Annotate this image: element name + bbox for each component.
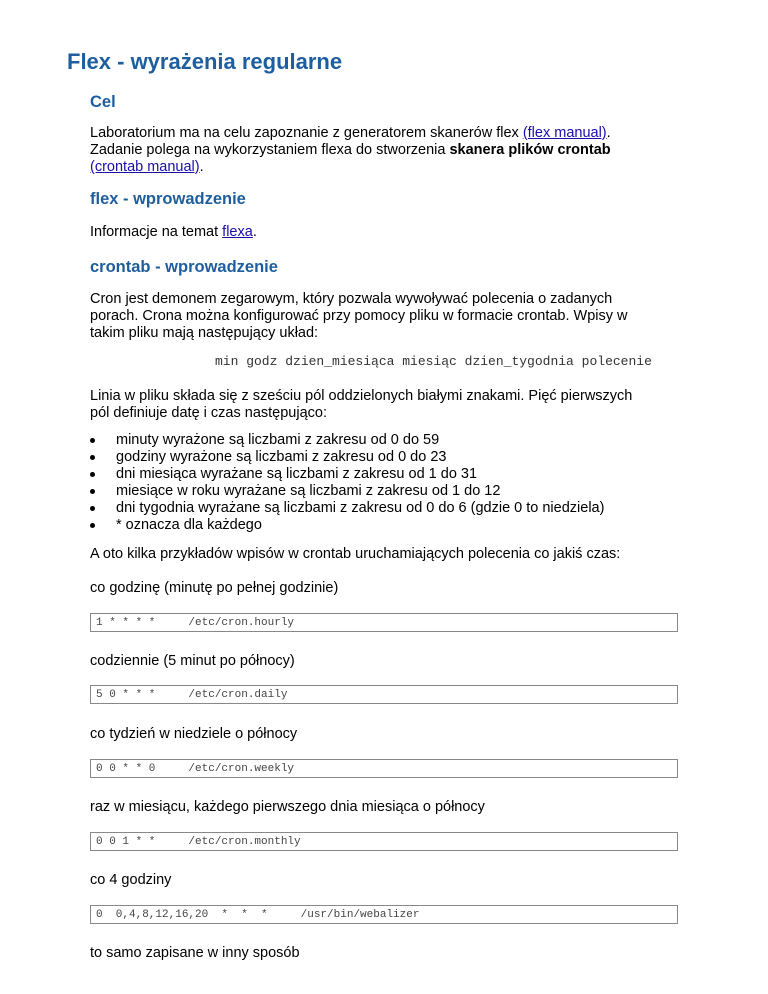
code-block-daily: 5 0 * * * /etc/cron.daily bbox=[90, 685, 678, 704]
code-block-monthly: 0 0 1 * * /etc/cron.monthly bbox=[90, 832, 678, 851]
cel-line-1: Laboratorium ma na celu zapoznanie z generatorem skanerów flex (flex manual). bbox=[90, 125, 611, 141]
fields-description: Linia w pliku składa się z sześciu pól oddzielonych białymi znakami. Pięć pierwszych pól definiuje datę i czas następująco: bbox=[90, 388, 633, 421]
flex-manual-link[interactable]: (flex manual) bbox=[522, 125, 607, 141]
code-block-every-4h: 0 0,4,8,12,16,20 * * * /usr/bin/webalizer bbox=[90, 905, 678, 924]
section-heading-crontab: crontab - wprowadzenie bbox=[90, 258, 278, 276]
list-item: minuty wyrażone są liczbami z zakresu od 0 do 59 bbox=[90, 432, 710, 449]
section-heading-cel: Cel bbox=[90, 93, 116, 111]
example-label-hourly: co godzinę (minutę po pełnej godzinie) bbox=[90, 580, 339, 596]
cel-paragraph bbox=[90, 125, 690, 176]
page-title: Flex - wyrażenia regularne bbox=[67, 49, 343, 74]
crontab-manual-link[interactable]: (crontab manual) bbox=[90, 159, 200, 175]
code-block-weekly: 0 0 * * 0 /etc/cron.weekly bbox=[90, 759, 678, 778]
examples-intro: A oto kilka przykładów wpisów w crontab uruchamiających polecenia co jakiś czas: bbox=[90, 546, 621, 562]
flex-paragraph: Informacje na temat flexa. bbox=[90, 224, 257, 240]
closing-text: to samo zapisane w inny sposób bbox=[90, 945, 300, 961]
list-item: dni miesiąca wyrażane są liczbami z zakresu od 1 do 31 bbox=[90, 466, 710, 483]
section-heading-flex: flex - wprowadzenie bbox=[90, 190, 246, 208]
crontab-format-line: min godz dzien_miesiąca miesiąc dzien_tygodnia polecenie bbox=[215, 354, 652, 369]
cel-line-2: Zadanie polega na wykorzystaniem flexa do stworzenia skanera plików crontab bbox=[90, 142, 611, 158]
crontab-intro: Cron jest demonem zegarowym, który pozwala wywoływać polecenia o zadanych porach. Crona można konfigurować przy pomocy pliku w formacie crontab. Wpisy w takim pliku mają następujący układ: bbox=[90, 291, 628, 341]
list-item: miesiące w roku wyrażane są liczbami z zakresu od 1 do 12 bbox=[90, 483, 710, 500]
list-item: godziny wyrażone są liczbami z zakresu od 0 do 23 bbox=[90, 449, 710, 466]
field-bullet-list bbox=[90, 432, 710, 534]
list-item: dni tygodnia wyrażane są liczbami z zakresu od 0 do 6 (gdzie 0 to niedziela) bbox=[90, 500, 710, 517]
list-item: * oznacza dla każdego bbox=[90, 517, 710, 534]
example-label-daily: codziennie (5 minut po północy) bbox=[90, 653, 295, 669]
cel-line-3: (crontab manual). bbox=[90, 159, 204, 175]
code-block-hourly: 1 * * * * /etc/cron.hourly bbox=[90, 613, 678, 632]
example-label-monthly: raz w miesiącu, każdego pierwszego dnia miesiąca o północy bbox=[90, 799, 485, 815]
example-label-every-4h: co 4 godziny bbox=[90, 872, 172, 888]
crontab-scanner-emphasis: skanera plików crontab bbox=[449, 142, 611, 158]
example-label-weekly: co tydzień w niedziele o północy bbox=[90, 726, 298, 742]
flexa-link[interactable]: flexa bbox=[222, 224, 253, 240]
